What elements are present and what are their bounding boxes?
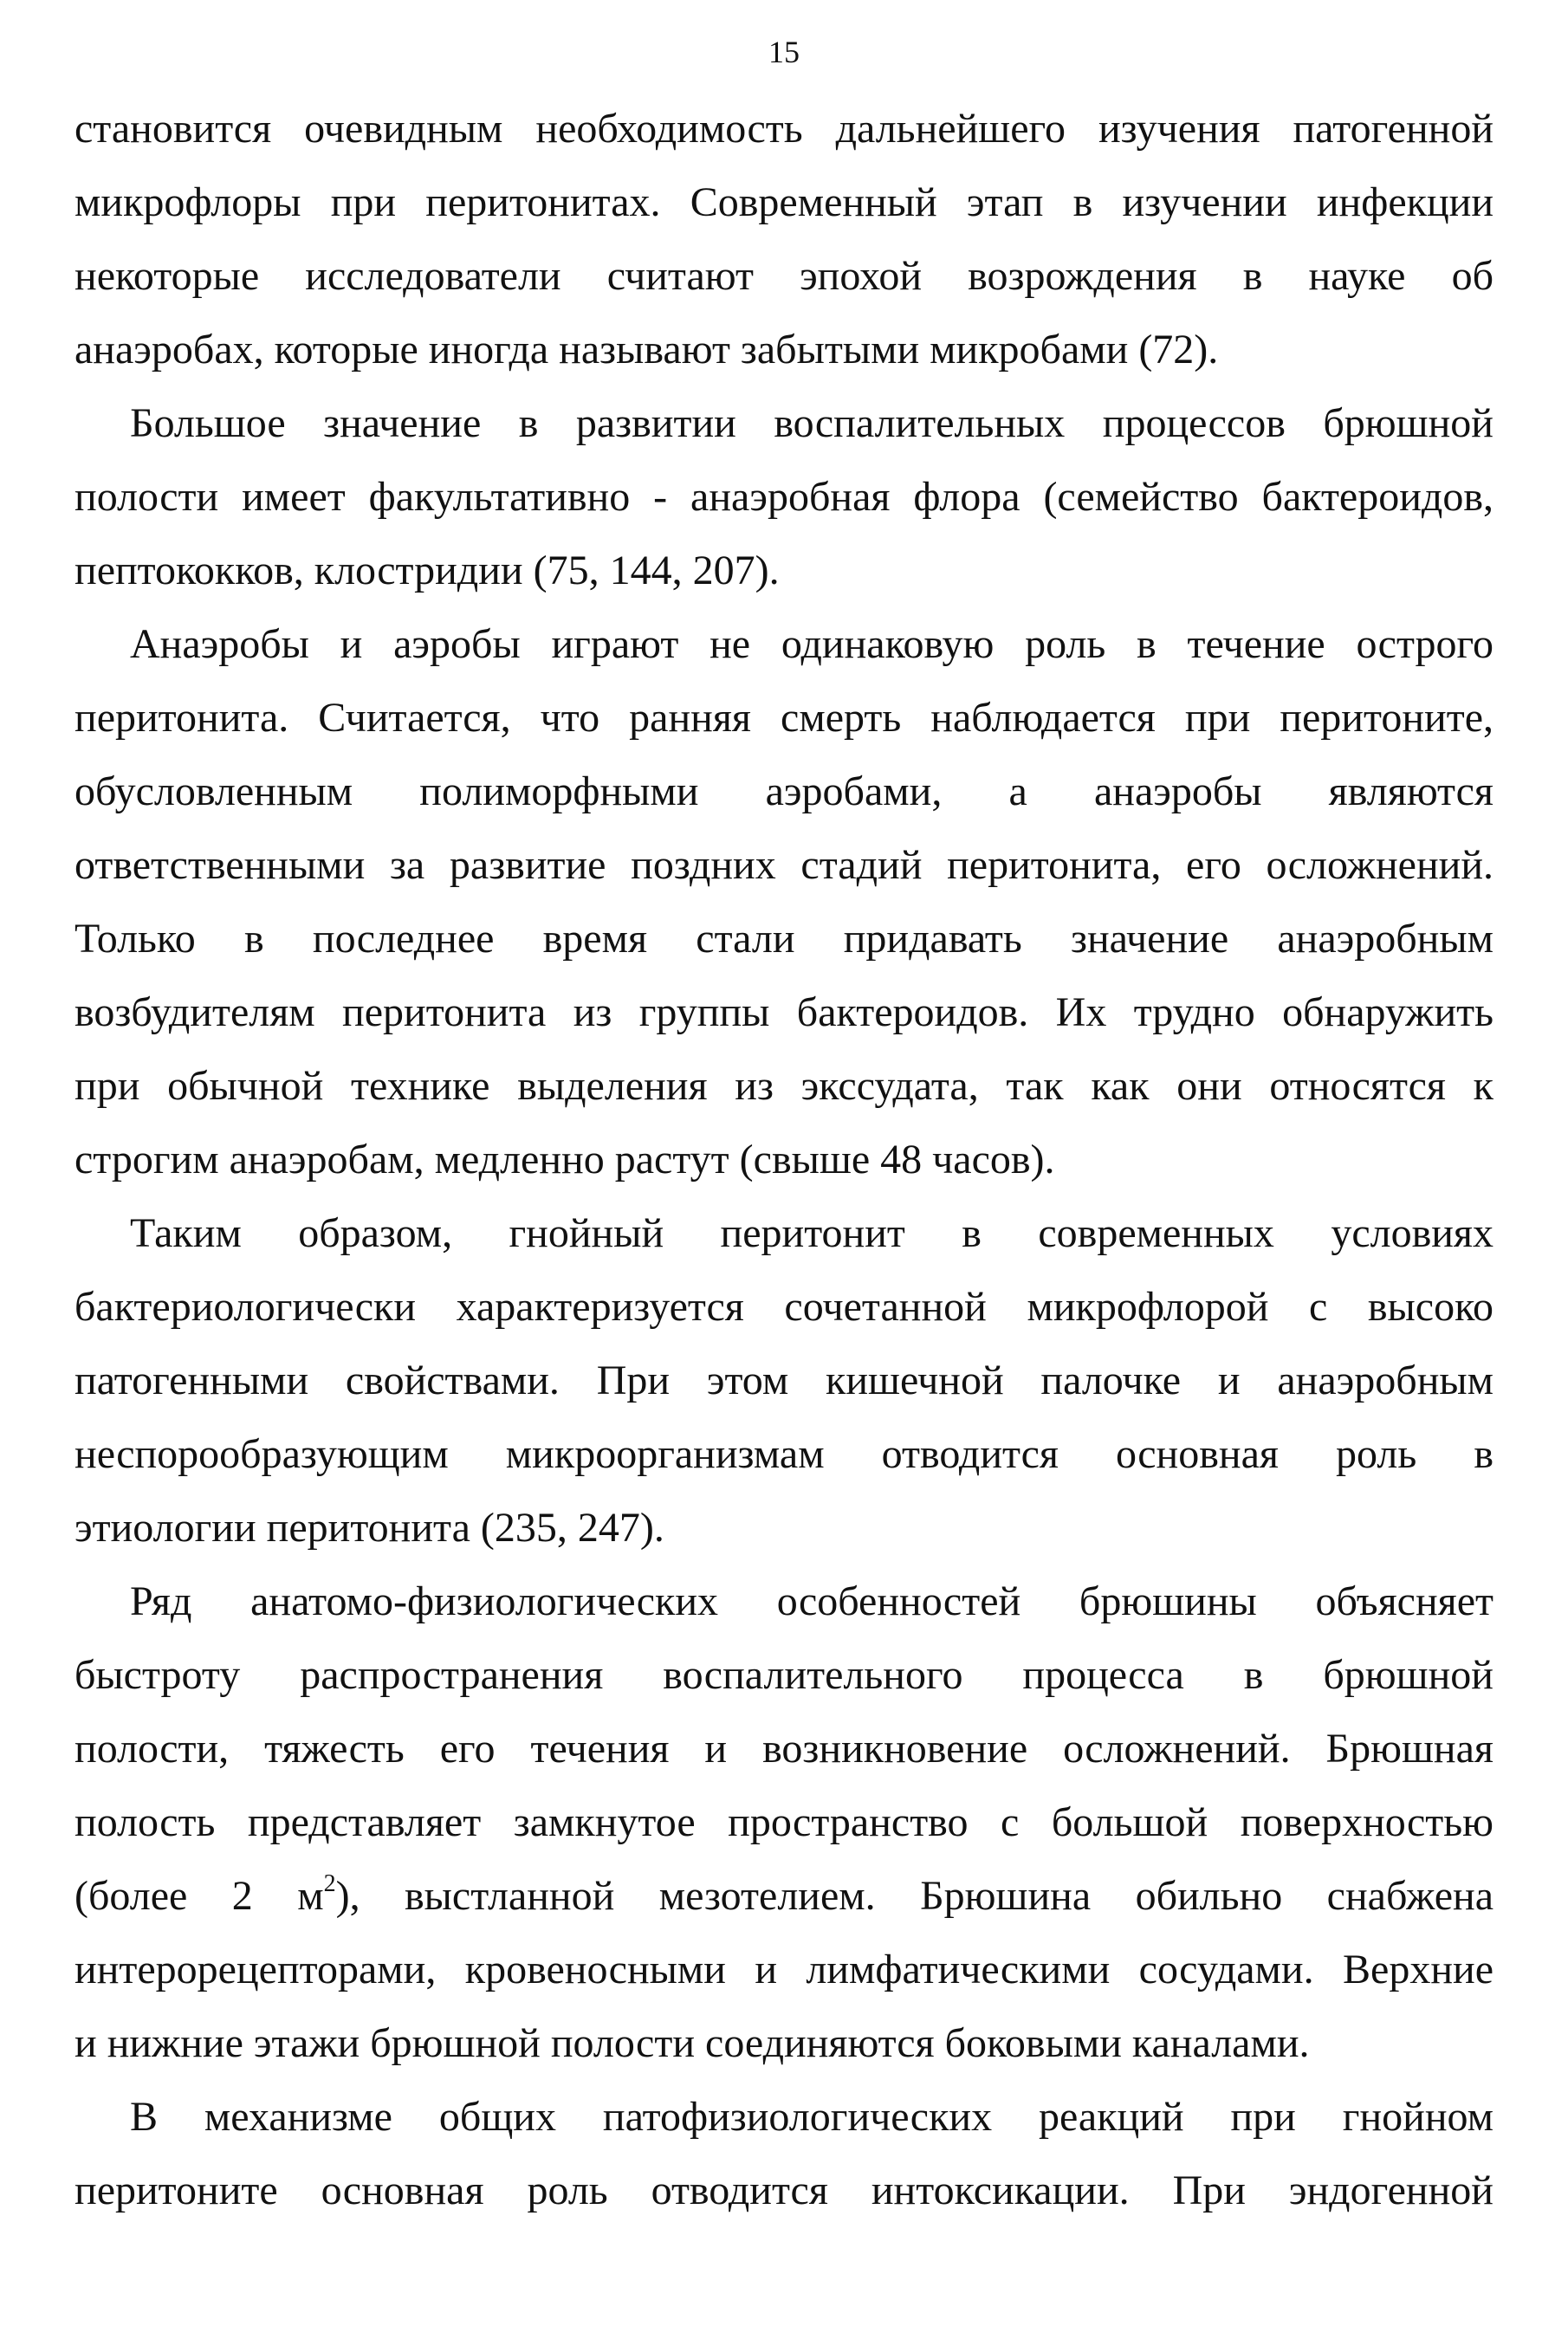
superscript: 2 [323, 1870, 336, 1897]
text-line: В механизме общих патофизиологических реакций при гнойном [130, 2094, 1493, 2140]
text-line: строгим анаэробам, медленно растут (свыше 48 часов). [75, 1137, 1055, 1182]
text-line: при обычной технике выделения из экссудата, так как они относятся к [75, 1063, 1493, 1109]
text-fragment: ), выстланной мезотелием. Брюшина обильно снабжена [335, 1873, 1493, 1919]
text-line: Ряд анатомо-физиологических особенностей брюшины объясняет [130, 1578, 1493, 1624]
text-line: этиологии перитонита (235, 247). [75, 1505, 664, 1551]
text-line: становится очевидным необходимость дальнейшего изучения патогенной [75, 106, 1493, 152]
text-line: перитоните основная роль отводится интоксикации. При эндогенной [75, 2167, 1493, 2213]
text-line: Только в последнее время стали придавать значение анаэробным [75, 916, 1493, 962]
text-line: полости, тяжесть его течения и возникновение осложнений. Брюшная [75, 1726, 1493, 1772]
text-line: Большое значение в развитии воспалительных процессов брюшной [130, 400, 1493, 446]
text-line: быстроту распространения воспалительного процесса в брюшной [75, 1652, 1493, 1698]
text-line: обусловленным полиморфными аэробами, а анаэробы являются [75, 768, 1493, 814]
text-line [75, 1859, 1493, 1933]
text-line: и нижние этажи брюшной полости соединяются боковыми каналами. [75, 2020, 1310, 2066]
body-text [75, 92, 1493, 2227]
text-line: некоторые исследователи считают эпохой возрождения в науке об [75, 253, 1493, 299]
text-line: патогенными свойствами. При этом кишечной палочке и анаэробным [75, 1357, 1493, 1403]
text-line: перитонита. Считается, что ранняя смерть наблюдается при перитоните, [75, 695, 1493, 741]
text-line: пептококков, клостридии (75, 144, 207). [75, 547, 780, 593]
text-line: неспорообразующим микроорганизмам отводится основная роль в [75, 1431, 1493, 1477]
text-fragment: (более 2 м [75, 1873, 324, 1919]
text-line: возбудителям перитонита из группы бактероидов. Их трудно обнаружить [75, 989, 1493, 1035]
text-line: Таким образом, гнойный перитонит в современных условиях [130, 1210, 1493, 1256]
text-line: микрофлоры при перитонитах. Современный этап в изучении инфекции [75, 179, 1493, 225]
text-line: бактериологически характеризуется сочетанной микрофлорой с высоко [75, 1284, 1493, 1330]
text-line: интерорецепторами, кровеносными и лимфатическими сосудами. Верхние [75, 1947, 1493, 1992]
text-line: полость представляет замкнутое пространство с большой поверхностью [75, 1799, 1493, 1845]
text-line: Анаэробы и аэробы играют не одинаковую роль в течение острого [130, 621, 1493, 667]
text-line: ответственными за развитие поздних стадий перитонита, его осложнений. [75, 842, 1493, 888]
page-number: 15 [768, 35, 800, 69]
text-line: полости имеет факультативно - анаэробная флора (семейство бактероидов, [75, 474, 1493, 520]
text-line: анаэробах, которые иногда называют забытыми микробами (72). [75, 327, 1219, 373]
